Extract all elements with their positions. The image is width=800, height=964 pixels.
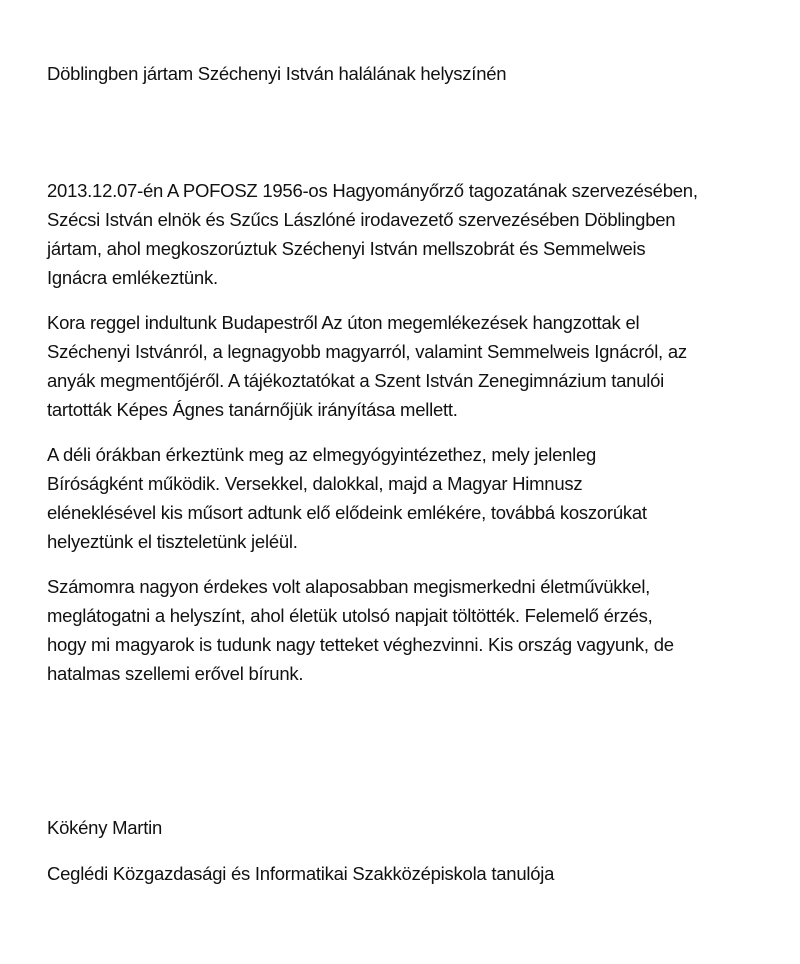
text-line: Ignácra emlékeztünk. [47,267,218,288]
signature-block [47,816,554,908]
text-line: A déli órákban érkeztünk meg az elmegyógyintézethez, mely jelenleg [47,444,597,465]
text-line: eléneklésével kis műsort adtunk elő elődeink emlékére, továbbá koszorúkat [47,502,647,523]
text-line: Számomra nagyon érdekes volt alaposabban megismerkedni életművükkel, [47,576,651,597]
text-line: helyeztünk el tiszteletünk jeléül. [47,531,298,552]
text-line: hogy mi magyarok is tudunk nagy tetteket véghezvinni. Kis ország vagyunk, de [47,634,674,655]
text-line: jártam, ahol megkoszorúztuk Széchenyi István mellszobrát és Semmelweis [47,238,646,259]
text-line: Széchenyi Istvánról, a legnagyobb magyarról, valamint Semmelweis Ignácról, az [47,341,687,362]
text-line: Bíróságként működik. Versekkel, dalokkal, majd a Magyar Himnusz [47,473,583,494]
document-title: Döblingben jártam Széchenyi István halálának helyszínén [47,63,507,84]
document-body [47,176,787,704]
text-line: Szécsi István elnök és Szűcs Lászlóné irodavezető szervezésében Döblingben [47,209,676,230]
paragraph-intro [47,176,787,292]
text-line: meglátogatni a helyszínt, ahol életük utolsó napjait töltötték. Felemelő érzés, [47,605,653,626]
text-line: anyák megmentőjéről. A tájékoztatókat a Szent István Zenegimnázium tanulói [47,370,665,391]
text-line: tartották Képes Ágnes tanárnőjük irányítása mellett. [47,399,458,420]
text-line: Kora reggel indultunk Budapestről Az úton megemlékezések hangzottak el [47,312,640,333]
author-name: Kökény Martin [47,817,162,838]
author-affiliation: Ceglédi Közgazdasági és Informatikai Szakközépiskola tanulója [47,863,555,884]
text-line: 2013.12.07-én A POFOSZ 1956-os Hagyományőrző tagozatának szervezésében, [47,180,698,201]
text-line: hatalmas szellemi erővel bírunk. [47,663,304,684]
paragraph-reflection [47,572,787,688]
paragraph-arrival [47,440,787,556]
paragraph-journey [47,308,787,424]
